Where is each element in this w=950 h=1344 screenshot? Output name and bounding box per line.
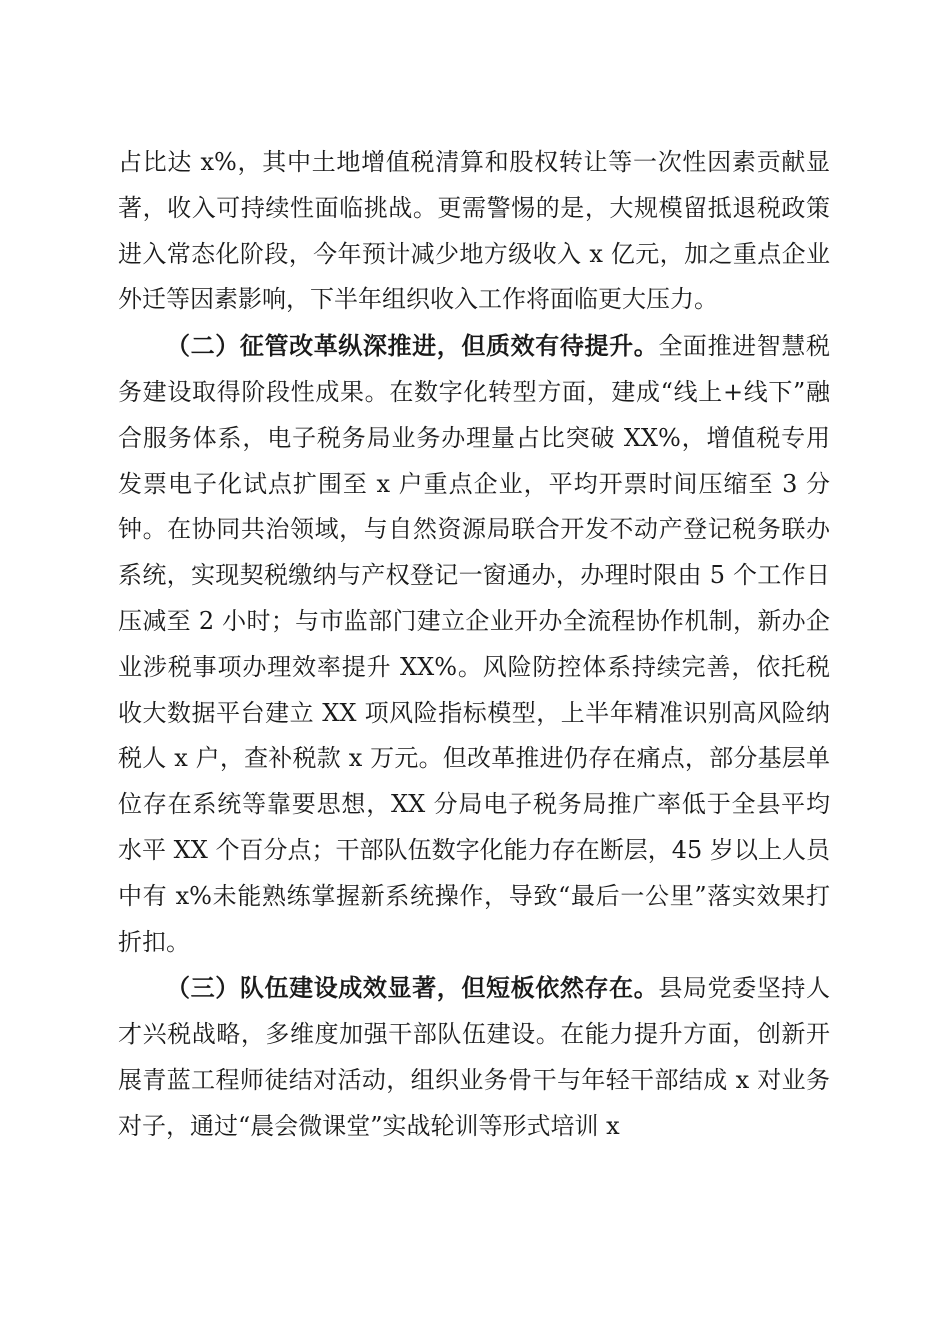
section-heading-3: （三）队伍建设成效显著，但短板依然存在。 (166, 973, 659, 1003)
paragraph-text: 全面推进智慧税务建设取得阶段性成果。在数字化转型方面，建成“线上+线下”融合服务体系，电子税务局业务办理量占比突破 XX%，增值税专用发票电子化试点扩围至 x 户重点企业，平均开票时间压缩至 3 分钟。在协同共治领域，与自然资源局联合开发不动产登记税务联办系统，实现契税缴纳与产权登记一窗通办，办理时限由 5 个工作日压减至 2 小时；与市监部门建立企业开办全流程协作机制，新办企业涉税事项办理效率提升 XX%。风险防控体系持续完善，依托税收大数据平台建立 XX 项风险指标模型，上半年精准识别高风险纳税人 x 户，查补税款 x 万元。但改革推进仍存在痛点，部分基层单位存在系统等靠要思想，XX 分局电子税务局推广率低于全县平均水平 XX 个百分点；干部队伍数字化能力存在断层，45 岁以上人员中有 x%未能熟练掌握新系统操作，导致“最后一公里”落实效果打折扣。 (118, 332, 831, 956)
section-heading-2: （二）征管改革纵深推进，但质效有待提升。 (166, 331, 659, 361)
document-body (118, 140, 830, 1150)
paragraph-text: 占比达 x%，其中土地增值税清算和股权转让等一次性因素贡献显著，收入可持续性面临挑战。更需警惕的是，大规模留抵退税政策进入常态化阶段，今年预计减少地方级收入 x 亿元，加之重点企业外迁等因素影响，下半年组织收入工作将面临更大压力。 (118, 148, 830, 314)
paragraph-tax-admin-reform (118, 323, 830, 965)
paragraph-revenue-continuation (118, 140, 830, 323)
paragraph-team-building (118, 965, 830, 1149)
paragraph-text: 县局党委坚持人才兴税战略，多维度加强干部队伍建设。在能力提升方面，创新开展青蓝工程师徒结对活动，组织业务骨干与年轻干部结成 x 对业务对子，通过“晨会微课堂”实战轮训等形式培训 x (118, 974, 831, 1140)
